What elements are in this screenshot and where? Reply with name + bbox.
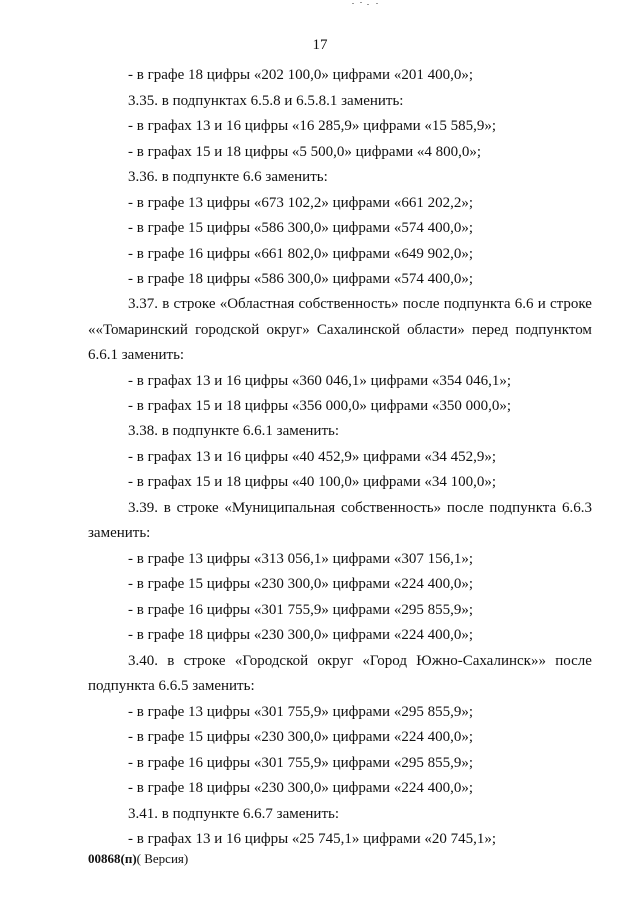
word: после (402, 296, 440, 312)
text-line: - в графе 13 цифры «673 102,2» цифрами «661 202,2»; (128, 195, 473, 211)
text-line: - в графе 18 цифры «586 300,0» цифрами «574 400,0»; (128, 271, 473, 287)
text-line: 3.36. в подпункте 6.6 заменить: (128, 169, 328, 185)
word: подпунктом (515, 322, 592, 338)
page-number: 17 (312, 37, 328, 53)
text-line: 3.35. в подпунктах 6.5.8 и 6.5.8.1 заменить: (128, 93, 404, 109)
word: городской (195, 322, 260, 338)
word: и (537, 296, 546, 312)
word: 3.39. (128, 500, 158, 516)
text-line: заменить: (88, 525, 151, 541)
word: строке (549, 296, 592, 312)
text-line: 6.6.1 заменить: (88, 347, 185, 363)
word: «Областная (219, 296, 295, 312)
word: собственность» (298, 296, 399, 312)
text-line: - в графе 16 цифры «661 802,0» цифрами «649 902,0»; (128, 246, 473, 262)
word: «Город (362, 653, 407, 669)
text-line: - в графе 15 цифры «230 300,0» цифрами «224 400,0»; (128, 729, 473, 745)
text-line: - в графе 18 цифры «202 100,0» цифрами «201 400,0»; (128, 67, 473, 83)
text-line (128, 652, 592, 670)
word: строке (173, 296, 216, 312)
document-version: ( Версия) (136, 851, 189, 866)
scan-artifact (352, 2, 382, 6)
word: подпункта (489, 500, 557, 516)
document-code: 00868(п) (88, 851, 137, 866)
word: в (167, 653, 175, 669)
text-line: 3.41. в подпункте 6.6.7 заменить: (128, 806, 340, 822)
word: перед (472, 322, 509, 338)
text-line: - в графе 18 цифры «230 300,0» цифрами «224 400,0»; (128, 780, 473, 796)
word: после (446, 500, 484, 516)
word: собственность» (341, 500, 442, 516)
document-footer (88, 851, 188, 867)
word: 3.40. (128, 653, 158, 669)
text-line (128, 295, 592, 313)
word: после (555, 653, 592, 669)
text-line (128, 499, 592, 517)
word: строке (176, 500, 219, 516)
word: Южно-Сахалинск»» (416, 653, 546, 669)
word: строке (183, 653, 226, 669)
word: округ» (266, 322, 310, 338)
word: в (162, 296, 170, 312)
word: в (163, 500, 171, 516)
word: 6.6 (514, 296, 534, 312)
text-line: - в графах 13 и 16 цифры «360 046,1» цифрами «354 046,1»; (128, 373, 512, 389)
word: 3.37. (128, 296, 158, 312)
text-line: - в графе 15 цифры «230 300,0» цифрами «224 400,0»; (128, 576, 473, 592)
text-line: - в графе 18 цифры «230 300,0» цифрами «224 400,0»; (128, 627, 473, 643)
text-line: - в графе 16 цифры «301 755,9» цифрами «295 855,9»; (128, 755, 473, 771)
text-line: - в графе 15 цифры «586 300,0» цифрами «574 400,0»; (128, 220, 473, 236)
text-line: - в графе 13 цифры «313 056,1» цифрами «307 156,1»; (128, 551, 473, 567)
word: области» (407, 322, 465, 338)
text-line: - в графах 15 и 18 цифры «356 000,0» цифрами «350 000,0»; (128, 398, 512, 414)
word: округ (317, 653, 354, 669)
text-line: - в графах 13 и 16 цифры «16 285,9» цифрами «15 585,9»; (128, 118, 497, 134)
word: подпункта (443, 296, 511, 312)
text-line: подпункта 6.6.5 заменить: (88, 678, 255, 694)
word: 6.6.3 (561, 500, 592, 516)
word: ««Томаринский (88, 322, 188, 338)
text-line: - в графе 13 цифры «301 755,9» цифрами «295 855,9»; (128, 704, 473, 720)
word: Сахалинской (316, 322, 400, 338)
text-line: - в графах 13 и 16 цифры «40 452,9» цифрами «34 452,9»; (128, 449, 497, 465)
text-line: - в графах 13 и 16 цифры «25 745,1» цифрами «20 745,1»; (128, 831, 497, 847)
word: «Муниципальная (224, 500, 336, 516)
word: «Городской (234, 653, 309, 669)
text-line: - в графах 15 и 18 цифры «40 100,0» цифрами «34 100,0»; (128, 474, 497, 490)
text-line: 3.38. в подпункте 6.6.1 заменить: (128, 423, 340, 439)
text-line: - в графах 15 и 18 цифры «5 500,0» цифрами «4 800,0»; (128, 144, 482, 160)
text-line (88, 321, 592, 339)
text-line: - в графе 16 цифры «301 755,9» цифрами «295 855,9»; (128, 602, 473, 618)
